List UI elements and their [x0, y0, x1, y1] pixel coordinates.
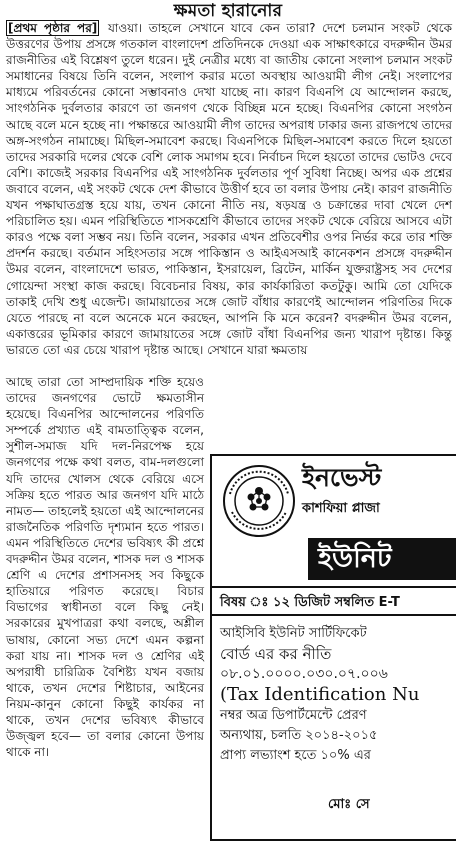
article-column: আছে তারা তো সাম্প্রদায়িক শক্তি হয়েও তাদের জনগণের ভোটে ক্ষমতাসীন হয়েছে। বিএনপির আন্দোলনের পরিণতি সম্পর্কে প্রখ্যাত এই বামতাত্ত্বিক বলেন, সুশীল-সমাজ যদি দল-নিরপেক্ষ হয়ে জনগণের পক্ষে কথা বলত, বাম-দলগুলো যদি তাদের খোলস থেকে বেরিয়ে এসে সক্রিয় হতে পারত আর জনগণ যদি মাঠে নামত— তাহলেই হয়তো এই আন্দোলনের রাজনৈতিক পরিণতি দৃশ্যমান হতে পারত। এমন পরিস্থিতিতে দেশের ভবিষ্যৎ কী প্রশ্নে বদরুদ্দীন উমর বলেন, শাসক দল ও শাসক শ্রেণি এ দেশের প্রশাসনসহ সব কিছুকে হাতিয়ারে পরিণত করেছে। বিচার বিভাগের স্বাধীনতা বলে কিছু নেই। সরকারের মুখপাত্ররা কথা বলছে, অশ্লীল ভাষায়, কোনো সভ্য দেশে এমন কল্পনা করা যায় না। শাসক দল ও শ্রেণির এই অপরাধী চারিত্রিক বৈশিষ্ট্য যখন বজায় থাকে, তখন দেশের শিষ্টাচার, আইনের নিয়ম-কানুন কোনো কিছুই কার্যকর না থাকে, তখন দেশের ভবিষ্যৎ কীভাবে উজ্জ্বল হবে— তা বলার কোনো উপায় থাকে না। [6, 375, 204, 760]
continuation-tag: [প্রথম পৃষ্ঠার পর] [8, 21, 98, 35]
ad-notice-line: নম্বর অত্র ডিপার্টমেন্টে প্রেরণ [220, 708, 367, 723]
icb-advertisement [210, 454, 456, 841]
ad-title: ইনভেস্ট [302, 463, 382, 492]
ad-notice-line: বোর্ড এর কর নীতি [220, 645, 332, 663]
article-body [6, 20, 452, 358]
ad-signature: মোঃ সে [328, 797, 370, 812]
ad-notice-line: আইসিবি ইউনিট সার্টিফিকেট [220, 626, 367, 641]
ad-notice-line: ০৮.০১.০০০০.০৩০.০৭.০০৬ [220, 666, 388, 682]
ad-band-text: ইউনিট [318, 543, 392, 574]
ad-address: কাশফিয়া প্লাজা [302, 501, 380, 516]
ad-notice-line: (Tax Identification Nu [220, 684, 420, 705]
ad-notice-line: প্রাপ্য লভ্যাংশ হতে ১০% এর [220, 748, 371, 763]
ad-notice-line: অন্যথায়, চলতি ২০১৪-২০১৫ [220, 728, 378, 743]
ad-notice [220, 624, 456, 766]
icb-seal-logo [222, 464, 296, 538]
headline: ক্ষমতা হারানোর [173, 1, 283, 21]
ad-subject: বিষয় ঃ ১২ ডিজিট সম্বলিত E-T [212, 586, 456, 616]
article-body-text: যাওয়া। তাহলে সেখানে যাবে কেন তারা? দেশে চলমান সংকট থেকে উত্তরণের উপায় প্রসঙ্গে গতকাল বাংলাদেশ প্রতিদিনকে দেওয়া এক সাক্ষাৎকারে বদরুদ্দীন উমর রাজনীতির এই বিশ্লেষণ তুলে ধরেন। দুই নেত্রীর মধ্যে বা জাতীয় কোনো সংলাপ চলমান সংকট সমাধানের বিষয়ে তিনি বলেন, সংলাপ করার মতো অবস্থায় আওয়ামী লীগ নেই। সংলাপের মাধ্যমে পরিবর্তনের কোনো সম্ভাবনাও দেখা যাচ্ছে না। কারণ বিএনপি যে আন্দোলন করছে, সাংগঠনিক দুর্বলতার কারণে তা জনগণ থেকে বিচ্ছিন্ন মনে হচ্ছে। বিএনপির কোনো সংগঠন আছে বলে মনে হচ্ছে না। পক্ষান্তরে আওয়ামী লীগ তাদের অপরাধ ঢাকার জন্য রাজপথে তাদের অঙ্গ-সংগঠন নামাচ্ছে। মিছিল-সমাবেশ করছে। বিএনপিকে মিছিল-সমাবেশ করতে দিলে হয়তো তাদের সরকারি দলের থেকে বেশি লোক সমাগম হবে। নির্বাচন দিলে হয়তো তাদের ভোটও দেবে বেশি। কাজেই সরকার বিএনপির এই সাংগঠনিক দুর্বলতার পূর্ণ সুবিধা নিচ্ছে। অপর এক প্রশ্নের জবাবে বলেন, এই সংকট থেকে দেশ কীভাবে উত্তীর্ণ হবে তা বলার উপায় নেই। কারণ রাজনীতি যখন পক্ষাঘাতগ্রস্ত হয়ে যায়, তখন কোনো নীতি নয়, ষড়যন্ত্র ও চক্রান্তের দাবা খেলে দেশ পরিচালিত হয়। এমন পরিস্থিতিতে শাসকশ্রেণি কীভাবে তাদের সংকট থেকে বেরিয়ে আসবে এটা কারও পক্ষে বলা সম্ভব নয়। তিনি বলেন, সরকার এখন প্রতিবেশীর ওপর নির্ভর করে তার শক্তি প্রদর্শন করছে। বর্তমান সহিংসতার সঙ্গে পাকিস্তান ও আইএসআই কানেকশন প্রসঙ্গে বদরুদ্দীন উমর বলেন, বাংলাদেশে ভারত, পাকিস্তান, ইসরায়েল, ব্রিটেন, মার্কিন যুক্তরাষ্ট্রসহ সব দেশের গোয়েন্দা সংস্থা কাজ করছে। বিবেচনার বিষয়, কার কার্যকারিতা কতটুকু। আমি তো যেদিকে তাকাই দেখি শুধু এজেন্ট। জামায়াতের সঙ্গে জোট বাঁধার কারণেই আন্দোলন পরিণতির দিকে যেতে পারছে না বলে অনেকে মনে করছেন, আপনি কি মনে করেন? বদরুদ্দীন উমর বলেন, একাত্তরের ভূমিকার কারণে জামায়াতের সঙ্গে জোট বাঁধা বিএনপির জন্য খারাপ দৃষ্টান্ত। কিন্তু ভারতে তো এর চেয়ে খারাপ দৃষ্টান্ত আছে। সেখানে যারা ক্ষমতায় [6, 21, 452, 357]
